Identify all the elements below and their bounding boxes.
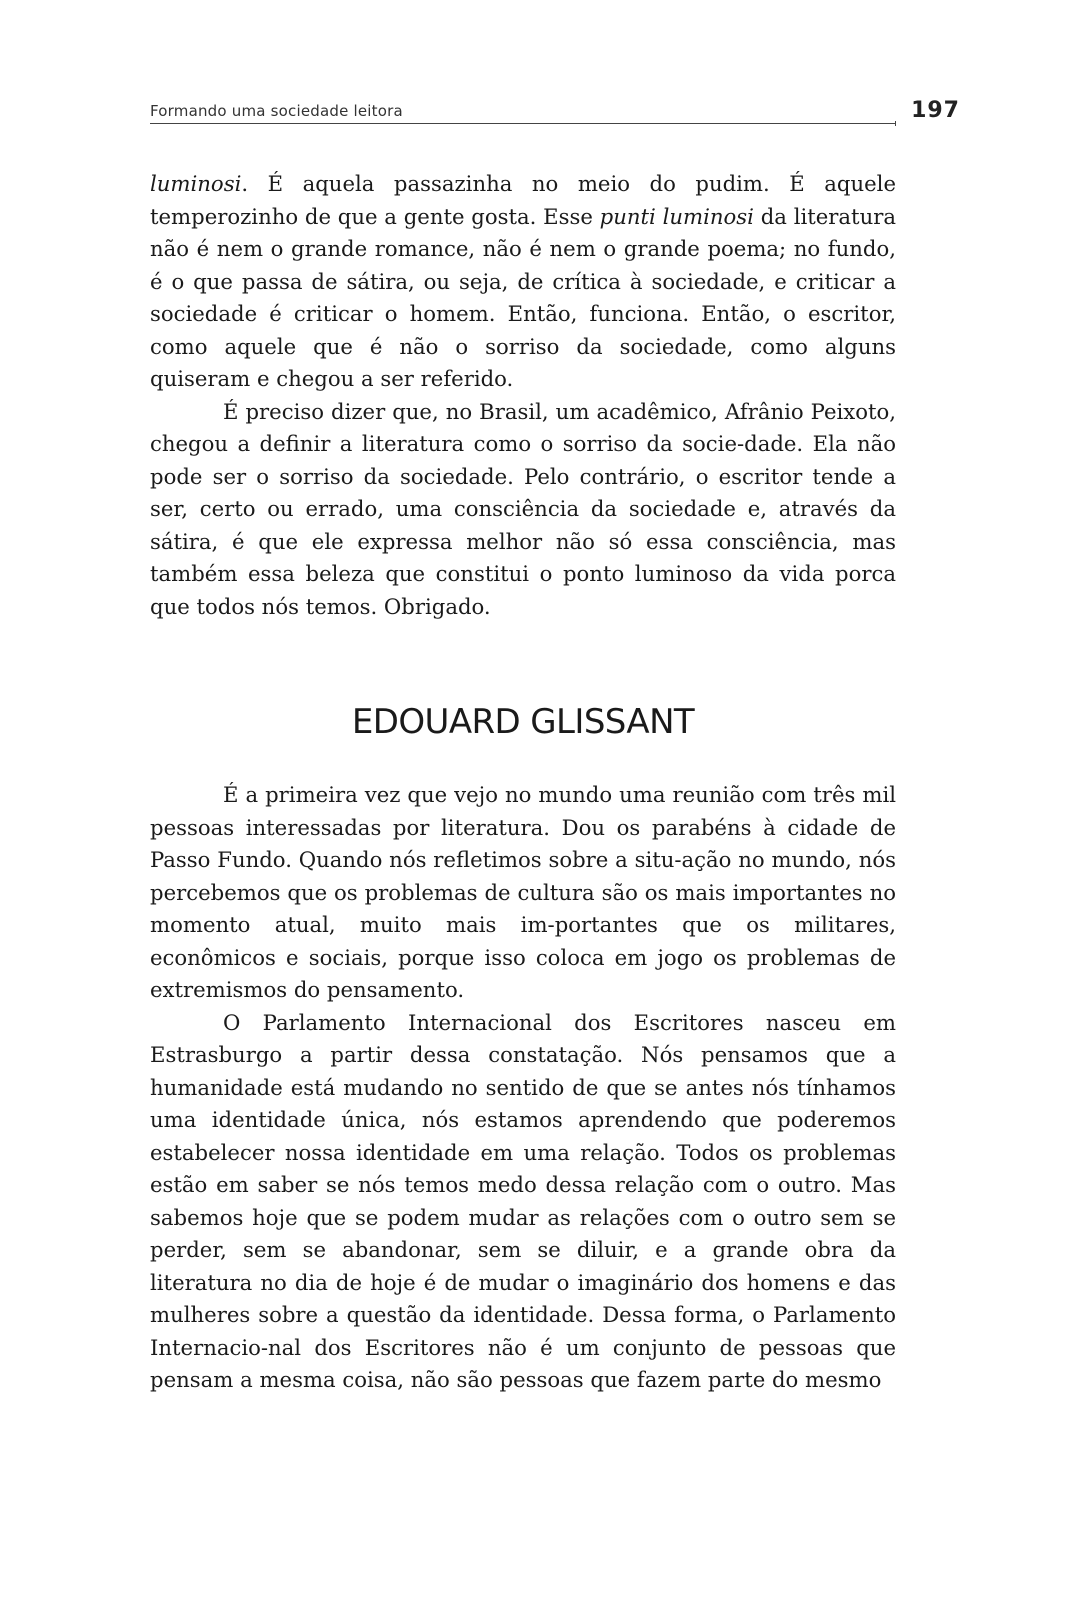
section-heading: EDOUARD GLISSANT — [351, 702, 695, 742]
section-body — [150, 779, 896, 1397]
running-header — [150, 98, 960, 132]
paragraph: O Parlamento Internacional dos Escritores nasceu em Estrasburgo a partir dessa constatação. Nós pensamos que a humanidade está mudando no sentido de que se antes nós tínhamos uma identidade única, nós estamos aprendendo que poderemos estabelecer nossa identidade em uma relação. Todos os problemas estão em saber se nós temos medo dessa relação com o outro. Mas sabemos hoje que se podem mudar as relações com o outro sem se perder, sem se abandonar, sem se diluir, e a grande obra da literatura no dia de hoje é de mudar o imaginário dos homens e das mulheres sobre a questão da identidade. Dessa forma, o Parlamento Internacio-nal dos Escritores não é um conjunto de pessoas que pensam a mesma coisa, não são pessoas que fazem parte do mesmo — [150, 1009, 896, 1392]
running-title: Formando uma sociedade leitora — [150, 102, 403, 120]
header-rule — [150, 123, 896, 124]
section-continuation — [150, 168, 896, 623]
paragraph: É preciso dizer que, no Brasil, um acadêmico, Afrânio Peixoto, chegou a definir a literatura como o sorriso da socie-dade. Ela não pode ser o sorriso da sociedade. Pelo contrário, o escritor tende a ser, certo ou errado, uma consciência da sociedade e, através da sátira, é que ele expressa melhor não só essa consciência, mas também essa beleza que constitui o ponto luminoso da vida porca que todos nós temos. Obrigado. — [150, 398, 896, 619]
header-rule-tick — [895, 121, 896, 126]
paragraph: É a primeira vez que vejo no mundo uma reunião com três mil pessoas interessadas por literatura. Dou os parabéns à cidade de Passo Fundo. Quando nós refletimos sobre a situ-ação no mundo, nós percebemos que os problemas de cultura são os mais importantes no momento atual, muito mais im-portantes que os militares, econômicos e sociais, porque isso coloca em jogo os problemas de extremismos do pensamento. — [150, 782, 896, 1002]
paragraph-text: da literatura não é nem o grande romance, não é nem o grande poema; no fundo, é o que passa de sátira, ou seja, de crítica à sociedade, e criticar a sociedade é criticar o homem. Então, funciona. Então, o escritor, como aquele que é não o sorriso da sociedade, como alguns quiseram e chegou a ser referido. — [150, 203, 896, 391]
italic-term: punti luminosi — [599, 203, 754, 229]
paragraph — [150, 168, 896, 396]
paragraph-text: . É aquela passazinha no meio do pudim. É aquele temperozinho de que a gente gosta. Esse — [150, 171, 896, 229]
italic-term: luminosi — [150, 171, 242, 196]
page-number: 197 — [911, 98, 960, 123]
